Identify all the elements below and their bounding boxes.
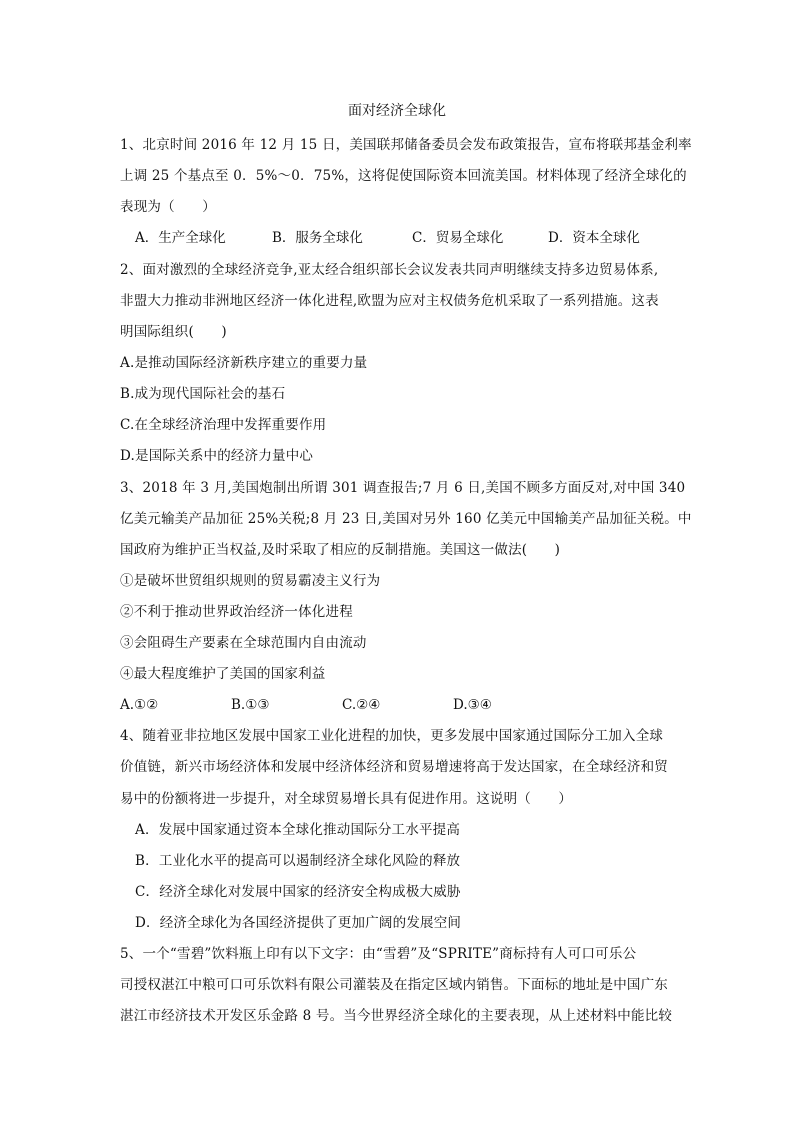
q1-option-a: A．生产全球化 (135, 230, 226, 246)
q2-option-c: C.在全球经济治理中发挥重要作用 (120, 417, 327, 433)
q2-option-d: D.是国际关系中的经济力量中心 (120, 448, 314, 464)
q1-option-c: C．贸易全球化 (412, 230, 504, 246)
page-title: 面对经济全球化 (348, 103, 446, 119)
q4-option-a: A．发展中国家通过资本全球化推动国际分工水平提高 (135, 822, 461, 838)
q4-stem-line-2: 价值链，新兴市场经济体和发展中经济体经济和贸易增速将高于发达国家，在全球经济和贸 (120, 759, 668, 775)
q4-option-c: C．经济全球化对发展中国家的经济安全构成极大威胁 (135, 884, 461, 900)
q2-stem-line-1: 2、面对激烈的全球经济竞争,亚太经合组织部长会议发表共同声明继续支持多边贸易体系, (120, 262, 659, 278)
q3-item-1: ①是破坏世贸组织规则的贸易霸凌主义行为 (120, 573, 381, 589)
q3-option-d: D.③④ (453, 697, 492, 713)
q1-stem-line-2: 上调 25 个基点至 0．5%～0．75%，这将促使国际资本回流美国。材料体现了经济全球化的 (120, 168, 687, 184)
q2-stem-line-3: 明国际组织( ) (120, 324, 227, 340)
q2-option-a: A.是推动国际经济新秩序建立的重要力量 (120, 355, 368, 371)
q5-stem-line-1: 5、一个“雪碧”饮料瓶上印有以下文字：由“雪碧”及“SPRITE”商标持有人可口可乐公 (120, 946, 637, 962)
q1-option-d: D．资本全球化 (548, 230, 640, 246)
q3-options (120, 695, 660, 715)
q3-option-c: C.②④ (342, 697, 381, 713)
q4-option-b: B．工业化水平的提高可以遏制经济全球化风险的释放 (135, 853, 461, 869)
q3-item-3: ③会阻碍生产要素在全球范围内自由流动 (120, 635, 367, 651)
q3-item-2: ②不利于推动世界政治经济一体化进程 (120, 604, 353, 620)
q4-option-d: D．经济全球化为各国经济提供了更加广阔的发展空间 (135, 915, 462, 931)
q1-option-b: B．服务全球化 (272, 230, 363, 246)
q2-option-b: B.成为现代国际社会的基石 (120, 386, 286, 402)
q5-stem-line-3: 湛江市经济技术开发区乐金路 8 号。当今世界经济全球化的主要表现，从上述材料中能比较 (120, 1008, 673, 1024)
q4-stem-line-3: 易中的份额将进一步提升，对全球贸易增长具有促进作用。这说明（ ） (120, 791, 573, 807)
q3-stem-line-3: 国政府为维护正当权益,及时采取了相应的反制措施。美国这一做法( ) (120, 542, 561, 558)
q3-option-b: B.①③ (231, 697, 270, 713)
q4-stem-line-1: 4、随着亚非拉地区发展中国家工业化进程的加快，更多发展中国家通过国际分工加入全球 (120, 728, 664, 744)
q2-stem-line-2: 非盟大力推动非洲地区经济一体化进程,欧盟为应对主权债务危机采取了一系列措施。这表 (120, 293, 659, 309)
q3-stem-line-2: 亿美元输美产品加征 25%关税;8 月 23 日,美国对另外 160 亿美元中国输美产品加征关税。中 (120, 511, 692, 527)
q3-stem-line-1: 3、2018 年 3 月,美国炮制出所谓 301 调查报告;7 月 6 日,美国不顾多方面反对,对中国 340 (120, 480, 686, 496)
q3-option-a: A.①② (120, 697, 159, 713)
q1-options (135, 228, 675, 248)
q1-stem-line-1: 1、北京时间 2016 年 12 月 15 日，美国联邦储备委员会发布政策报告，宣布将联邦基金利率 (120, 137, 692, 153)
q1-stem-line-3: 表现为（ ） (120, 199, 216, 215)
q3-item-4: ④最大程度维护了美国的国家利益 (120, 666, 326, 682)
q5-stem-line-2: 司授权湛江中粮可口可乐饮料有限公司灌装及在指定区域内销售。下面标的地址是中国广东 (120, 977, 668, 993)
